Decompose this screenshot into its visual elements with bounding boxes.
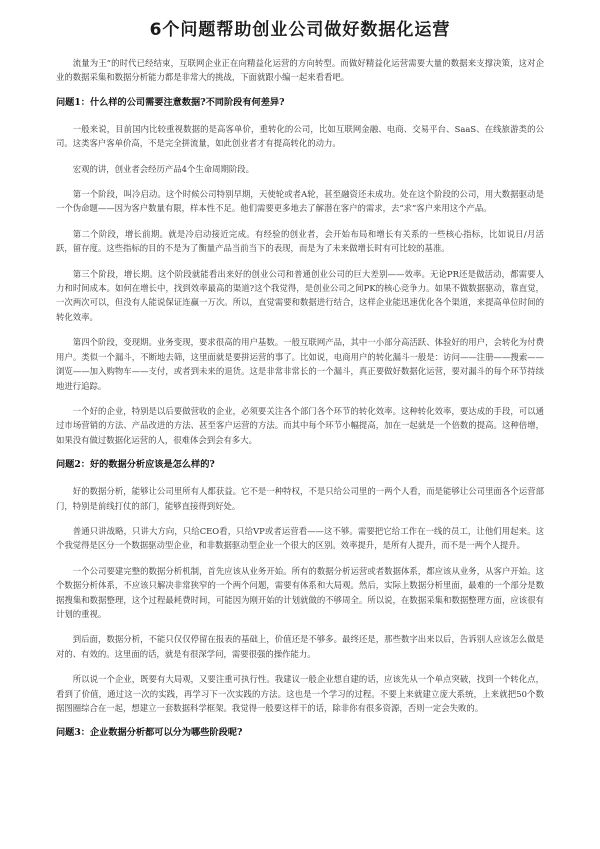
paragraph: 一个公司要建完整的数据分析机制，首先应该从业务开始。所有的数据分析运营或者数据体系，都应该从业务，从客户开始。这个数据分析体系，不应该只解决非常狭窄的一个两个问题，需要有体系和大局观。然后，实际上数据分析里面，最难的一个部分是数据搜集和数据整理，这个过程最耗费时间，可能因为刚开始的计划就做的不够周全。所以说，在数据采集和数据整理方面，应该很有计划的重视。 <box>56 565 544 619</box>
paragraph: 第一个阶段，叫冷启动。这个时候公司特别早期，天使轮或者A轮，甚至融资还未成功。处在这个阶段的公司，用大数据驱动是一个伪命题——因为客户数量有限，样本性不足。他们需要更多地去了解潜在客户的需求，去“求”客户来用这个产品。 <box>56 189 544 214</box>
paragraph: 普通只讲战略，只讲大方向，只给CEO看，只给VP或者运营看——这不够。需要把它给工作在一线的员工，让他们用起来。这个我觉得是区分一个数据驱动型企业，和非数据驱动型企业一个很大的区别。效率提升，是所有人提升，而不是一两个人提升。 <box>56 525 544 551</box>
paragraph: 到后面，数据分析，不能只仅仅停留在报表的基础上，价值还是不够多。最终还是，那些数字出来以后，告诉别人应该怎么做是对的、有效的。这里面的话，就是有很深学问，需要很强的操作能力。 <box>56 634 544 659</box>
paragraph: 第二个阶段，增长前期。就是冷启动接近完成。有经验的创业者，会开始布局和增长有关系的一些核心指标，比如说日/月活跃，留存度。这些指标的目的不是为了衡量产品当前当下的表现，而是为了未来做增长时有可比较的基准。 <box>56 228 544 254</box>
paragraph: 第四个阶段，变现期。业务变现，要求很高的用户基数。一般互联网产品，其中一小部分高活跃、体验好的用户，会转化为付费用户。类似一个漏斗，不断地去筛，这里面就是要拼运营的事了。比如说，电商用户的转化漏斗一般是：访问——注册——搜索——浏览——加入购物车——支付，或者到未来的退货。这是非常非常长的一个漏斗，真正要做好数据化运营，要对漏斗的每个环节持续地进行追踪。 <box>56 337 544 391</box>
question-1-heading: 问题1：什么样的公司需要注意数据?不同阶段有何差异? <box>56 96 285 108</box>
paragraph: 一个好的企业，特别是以后要做营收的企业，必须要关注各个部门各个环节的转化效率。这种转化效率，要达成的手段，可以通过市场营销的方法、产品改进的方法、甚至客户运营的方法。而其中每个环节小幅提高，加在一起就是一个倍数的提高。这种倍增，如果没有做过数据化运营的人，很难体会到会有多大。 <box>56 405 544 445</box>
intro-paragraph: 流量为王”的时代已经结束，互联网企业正在向精益化运营的方向转型。而做好精益化运营需要大量的数据来支撑决策，这对企业的数据采集和数据分析能力都是非常大的挑战，下面就跟小编一起来看看吧。 <box>56 58 544 83</box>
paragraph: 好的数据分析，能够让公司里所有人都获益。它不是一种特权，不是只给公司里的一两个人看，而是能够让公司里面各个运营部门，特别是前线打仗的部门，能够直接得到好处。 <box>56 486 544 511</box>
question-3-heading: 问题3：企业数据分析都可以分为哪些阶段呢? <box>56 727 243 739</box>
article-title: 6个问题帮助创业公司做好数据化运营 <box>149 20 451 40</box>
paragraph: 所以说一个企业，既要有大局观，又要注重可执行性。我建议一般企业想自建的话，应该先从一个单点突破，找到一个转化点，看到了价值，通过这一次的实践，再学习下一次实践的方法。这也是一个学习的过程。不要上来就建立庞大系统，上来就把50个数据图圈综合在一起，想建立一套数据科学框架。我觉得一般要这样干的话，除非你有很多资源，否则一定会失败的。 <box>56 674 544 713</box>
question-2-heading: 问题2：好的数据分析应该是怎么样的? <box>56 459 215 471</box>
paragraph: 宏观的讲，创业者会经历产品4个生命周期阶段。 <box>72 163 254 174</box>
paragraph: 第三个阶段，增长期。这个阶段就能看出来好的创业公司和普通创业公司的巨大差别——效率。无论PR还是做活动，都需要人力和时间成本。如何在增长中，找到效率最高的渠道?这个我觉得，是创业公司之间PK的核心竞争力。如果不做数据驱动，靠直觉，一次两次可以，但没有人能说保证连赢一万次。所以，直觉需要和数据进行结合，这样企业能迅速优化各个渠道，来提高单位时间的转化效率。 <box>56 268 544 322</box>
paragraph: 一般来说，目前国内比较重视数据的是高客单价，重转化的公司，比如互联网金融、电商、交易平台、SaaS、在线旅游类的公司。这类客户客单价高，不是完全拼流量，如此创业者才有提高转化的动力。 <box>56 123 544 149</box>
